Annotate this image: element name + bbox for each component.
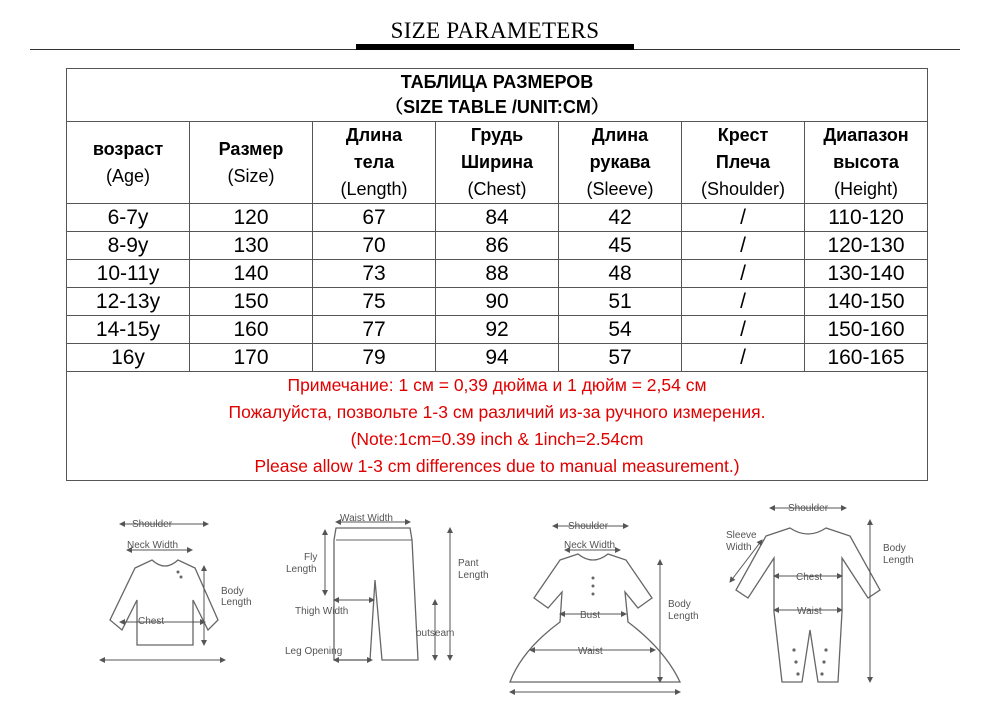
column-header-en: (Sleeve) [586, 179, 654, 199]
pants-fly-length-label-1: Fly [304, 552, 318, 563]
column-header-ru-2: Плеча [715, 152, 771, 172]
top-body-length-label-2: Length [221, 597, 252, 608]
table-cell: 14-15y [67, 316, 190, 344]
table-cell: 110-120 [805, 204, 928, 232]
column-header [313, 122, 436, 204]
table-cell: 79 [313, 344, 436, 372]
table-cell: 94 [436, 344, 559, 372]
table-cell: 77 [313, 316, 436, 344]
table-cell: 67 [313, 204, 436, 232]
column-header-en: (Chest) [467, 179, 527, 199]
table-row [67, 344, 928, 372]
column-header [436, 122, 559, 204]
table-cell: 16y [67, 344, 190, 372]
romper-sleeve-width-label-2: Width [726, 542, 752, 553]
table-cell: 140 [190, 260, 313, 288]
column-header [559, 122, 682, 204]
table-cell: 92 [436, 316, 559, 344]
column-header-en: (Age) [105, 165, 150, 186]
top-body-length-label-1: Body [221, 586, 244, 597]
table-cell: 88 [436, 260, 559, 288]
pants-waist-width-label: Waist Width [340, 513, 393, 524]
note-line: Please allow 1-3 cm differences due to manual measurement.) [254, 456, 740, 476]
pants-outline [334, 528, 418, 660]
top-outline [110, 560, 218, 645]
romper-sleeve-width-label-1: Sleeve [726, 530, 757, 541]
table-cell: 120 [190, 204, 313, 232]
romper-diagram [726, 503, 914, 682]
table-cell: 54 [559, 316, 682, 344]
table-row [67, 260, 928, 288]
table-row [67, 288, 928, 316]
romper-waist-label: Waist [797, 606, 822, 617]
table-caption [67, 69, 928, 122]
table-cell: 90 [436, 288, 559, 316]
table-cell: 10-11y [67, 260, 190, 288]
table-cell: / [682, 232, 805, 260]
table-cell: / [682, 260, 805, 288]
column-header [682, 122, 805, 204]
size-table [66, 68, 928, 481]
dress-neck-width-label: Neck Width [564, 540, 616, 551]
table-cell: 51 [559, 288, 682, 316]
table-cell: / [682, 316, 805, 344]
column-header-ru: возраст [92, 138, 164, 159]
table-cell: 130 [190, 232, 313, 260]
table-caption-row [67, 69, 928, 122]
dress-waist-label: Waist [578, 646, 603, 657]
romper-body-length-label-1: Body [883, 543, 906, 554]
column-header-ru-2: высота [833, 152, 899, 172]
table-cell: 84 [436, 204, 559, 232]
pants-length-label-2: Length [458, 570, 489, 581]
column-header-ru-2: рукава [589, 152, 651, 172]
table-cell: 73 [313, 260, 436, 288]
table-cell: 170 [190, 344, 313, 372]
section-title: SIZE PARAMETERS [390, 18, 600, 43]
dress-body-length-label-2: Length [668, 611, 699, 622]
pants-thigh-width-label: Thigh Width [295, 606, 349, 617]
table-cell: 42 [559, 204, 682, 232]
table-cell: 140-150 [805, 288, 928, 316]
table-cell: 12-13y [67, 288, 190, 316]
pants-outseam-label: outseam [416, 628, 455, 639]
table-cell: 150-160 [805, 316, 928, 344]
dress-bust-label: Bust [580, 610, 601, 621]
top-diagram [100, 519, 252, 660]
column-header [190, 122, 313, 204]
pants-diagram [285, 513, 489, 660]
top-neck-width-label: Neck Width [127, 540, 179, 551]
table-cell: / [682, 204, 805, 232]
note-line: Пожалуйста, позвольте 1-3 см различий из-за ручного измерения. [228, 402, 766, 422]
column-header-en: (Shoulder) [700, 179, 786, 199]
table-cell: / [682, 344, 805, 372]
romper-body-length-label-2: Length [883, 555, 914, 566]
column-header [67, 122, 190, 204]
note-line: Примечание: 1 см = 0,39 дюйма и 1 дюйм = 2,54 см [287, 375, 707, 395]
table-cell: / [682, 288, 805, 316]
romper-outline [736, 528, 880, 682]
table-cell: 75 [313, 288, 436, 316]
dress-diagram [510, 521, 699, 692]
column-header-ru-2: тела [353, 152, 395, 172]
table-row [67, 204, 928, 232]
column-header [805, 122, 928, 204]
table-cell: 57 [559, 344, 682, 372]
pants-leg-opening-label: Leg Opening [285, 646, 343, 657]
caption-unit: （SIZE TABLE /UNIT:CM） [385, 97, 609, 117]
column-header-ru-2: Ширина [460, 152, 534, 172]
measurement-diagrams [90, 500, 930, 695]
romper-shoulder-label: Shoulder [788, 503, 829, 514]
column-header-ru: Длина [345, 125, 403, 145]
table-cell: 150 [190, 288, 313, 316]
table-cell: 86 [436, 232, 559, 260]
section-header [0, 0, 990, 60]
pants-length-label-1: Pant [458, 558, 479, 569]
column-header-ru: Диапазон [823, 125, 909, 145]
table-cell: 160-165 [805, 344, 928, 372]
note-line: (Note:1cm=0.39 inch & 1inch=2.54cm [350, 429, 644, 449]
caption-title: ТАБЛИЦА РАЗМЕРОВ [400, 72, 594, 92]
table-cell: 45 [559, 232, 682, 260]
header-underline-bar [356, 44, 634, 50]
column-header-ru: Размер [218, 138, 284, 159]
table-row [67, 232, 928, 260]
top-chest-label: Chest [138, 616, 165, 627]
table-cell: 70 [313, 232, 436, 260]
dress-shoulder-label: Shoulder [568, 521, 609, 532]
romper-chest-label: Chest [796, 572, 823, 583]
table-cell: 130-140 [805, 260, 928, 288]
table-cell: 8-9y [67, 232, 190, 260]
table-row [67, 316, 928, 344]
diagrams-svg [90, 500, 930, 695]
dress-body-length-label-1: Body [668, 599, 691, 610]
table-cell: 120-130 [805, 232, 928, 260]
column-header-ru: Длина [591, 125, 649, 145]
column-header-en: (Length) [340, 179, 408, 199]
table-notes [67, 372, 928, 481]
column-header-en: (Height) [833, 179, 899, 199]
table-note-row [67, 372, 928, 481]
top-shoulder-label: Shoulder [132, 519, 173, 530]
table-cell: 48 [559, 260, 682, 288]
table-cell: 6-7y [67, 204, 190, 232]
column-header-en: (Size) [227, 165, 275, 186]
column-header-ru: Крест [717, 125, 769, 145]
table-header-row [67, 122, 928, 204]
table-cell: 160 [190, 316, 313, 344]
pants-fly-length-label-2: Length [286, 564, 317, 575]
column-header-ru: Грудь [470, 125, 524, 145]
